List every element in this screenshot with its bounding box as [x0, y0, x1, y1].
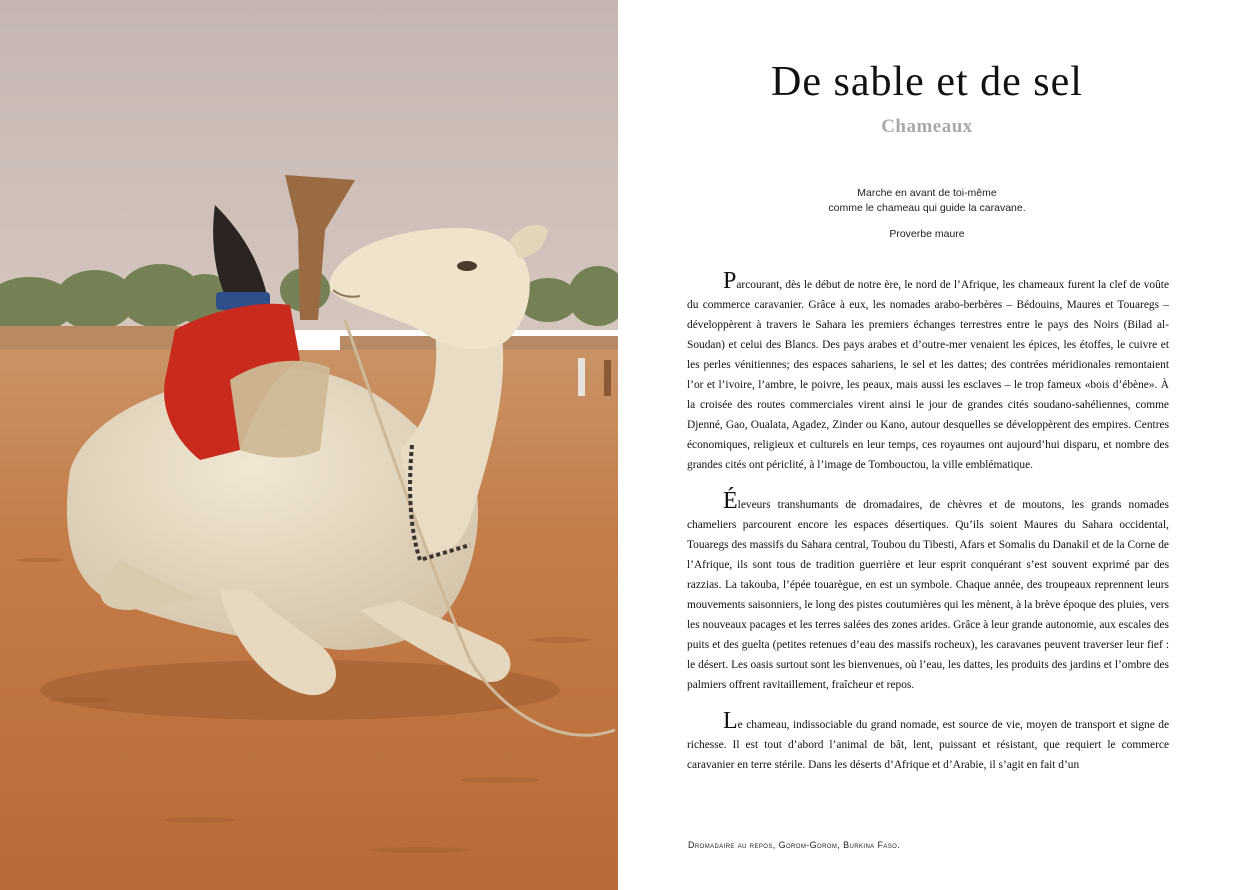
- paragraph-text: e chameau, indissociable du grand nomade, est source de vie, moyen de transport et signe de richesse. Il est tout d’abord l’animal de bât, lent, puissant et résistant, que requiert le commerce caravanier en terre stérile. Dans les déserts d’Afrique et d’Arabie, il s’agit en fait d’un: [687, 719, 1169, 771]
- drop-cap: P: [723, 268, 737, 294]
- page-subtitle: Chameaux: [881, 116, 973, 137]
- drop-cap: É: [723, 488, 738, 514]
- epigraph-source: Proverbe maure: [889, 228, 965, 240]
- epigraph-line-1: Marche en avant de toi-même: [857, 187, 997, 199]
- paragraph-2: [687, 488, 1169, 695]
- paragraph-text: leveurs transhumants de dromadaires, de chèvres et de moutons, les grands nomades chameliers parcourent encore les espaces désertiques. Qu’ils soient Maures du Sahara occidental, Touaregs des massifs du Sahara central, Toubou du Tibesti, Afars et Somalis du Danakil et de la Corne de l’Afrique, ils sont tous de tradition guerrière et leur esprit conquérant s’est souvent exprimé par des razzias. La takouba, l’épée touarègue, en est un symbole. Chaque année, des troupeaux reprennent leurs mouvements saisonniers, le long des pistes coutumières qui les mènent, à la brève époque des pluies, vers les nouveaux pacages et les terres salées des zones arides. Grâce à leur grande autonomie, aux escales des puits et des guelta (petites retenues d’eau des massifs rocheux), les caravanes peuvent traverser leur fief : le désert. Les oasis surtout sont les bienvenues, où l’eau, les dattes, les produits des jardins et l’ombre des palmiers offrent ravitaillement, fraîcheur et repos.: [687, 499, 1169, 691]
- paragraph-3: [687, 708, 1169, 775]
- epigraph-line-2: comme le chameau qui guide la caravane.: [828, 202, 1026, 214]
- paragraph-1: [687, 268, 1169, 475]
- text-page: [618, 0, 1236, 890]
- drop-cap: L: [723, 708, 738, 734]
- epigraph: [618, 186, 1236, 242]
- paragraph-text: arcourant, dès le début de notre ère, le nord de l’Afrique, les chameaux furent la clef de voûte du commerce caravanier. Grâce à eux, les nomades arabo-berbères – Bédouins, Maures et Touaregs – développèrent à travers le Sahara les premiers échanges terrestres entre le pays des Noirs (Bilad al-Soudan) et celui des Blancs. Des pays arabes et d’outre-mer venaient les épices, les étoffes, le cuivre et les perles vénitiennes; des espaces sahariens, le sel et les dattes; des contrées méridionales remontaient l’or et l’ivoire, l’ambre, le poivre, les peaux, mais aussi les esclaves – le trop fameux «bois d’ébène». À la croisée des routes commerciales virent ainsi le jour de grandes cités soudano-sahéliennes, comme Djenné, Gao, Oualata, Agadez, Zinder ou Kano, autour desquelles se développèrent des empires. Centres économiques, religieux et culturels en leur temps, ces royaumes ont aujourd’hui disparu, et nombre des grandes cités ont périclité, à l’image de Tombouctou, la ville emblématique.: [687, 279, 1169, 471]
- page-title: De sable et de sel: [771, 59, 1083, 105]
- photo-caption: Dromadaire au repos, Gorom-Gorom, Burkina Faso.: [688, 840, 901, 850]
- body-text: [687, 268, 1169, 795]
